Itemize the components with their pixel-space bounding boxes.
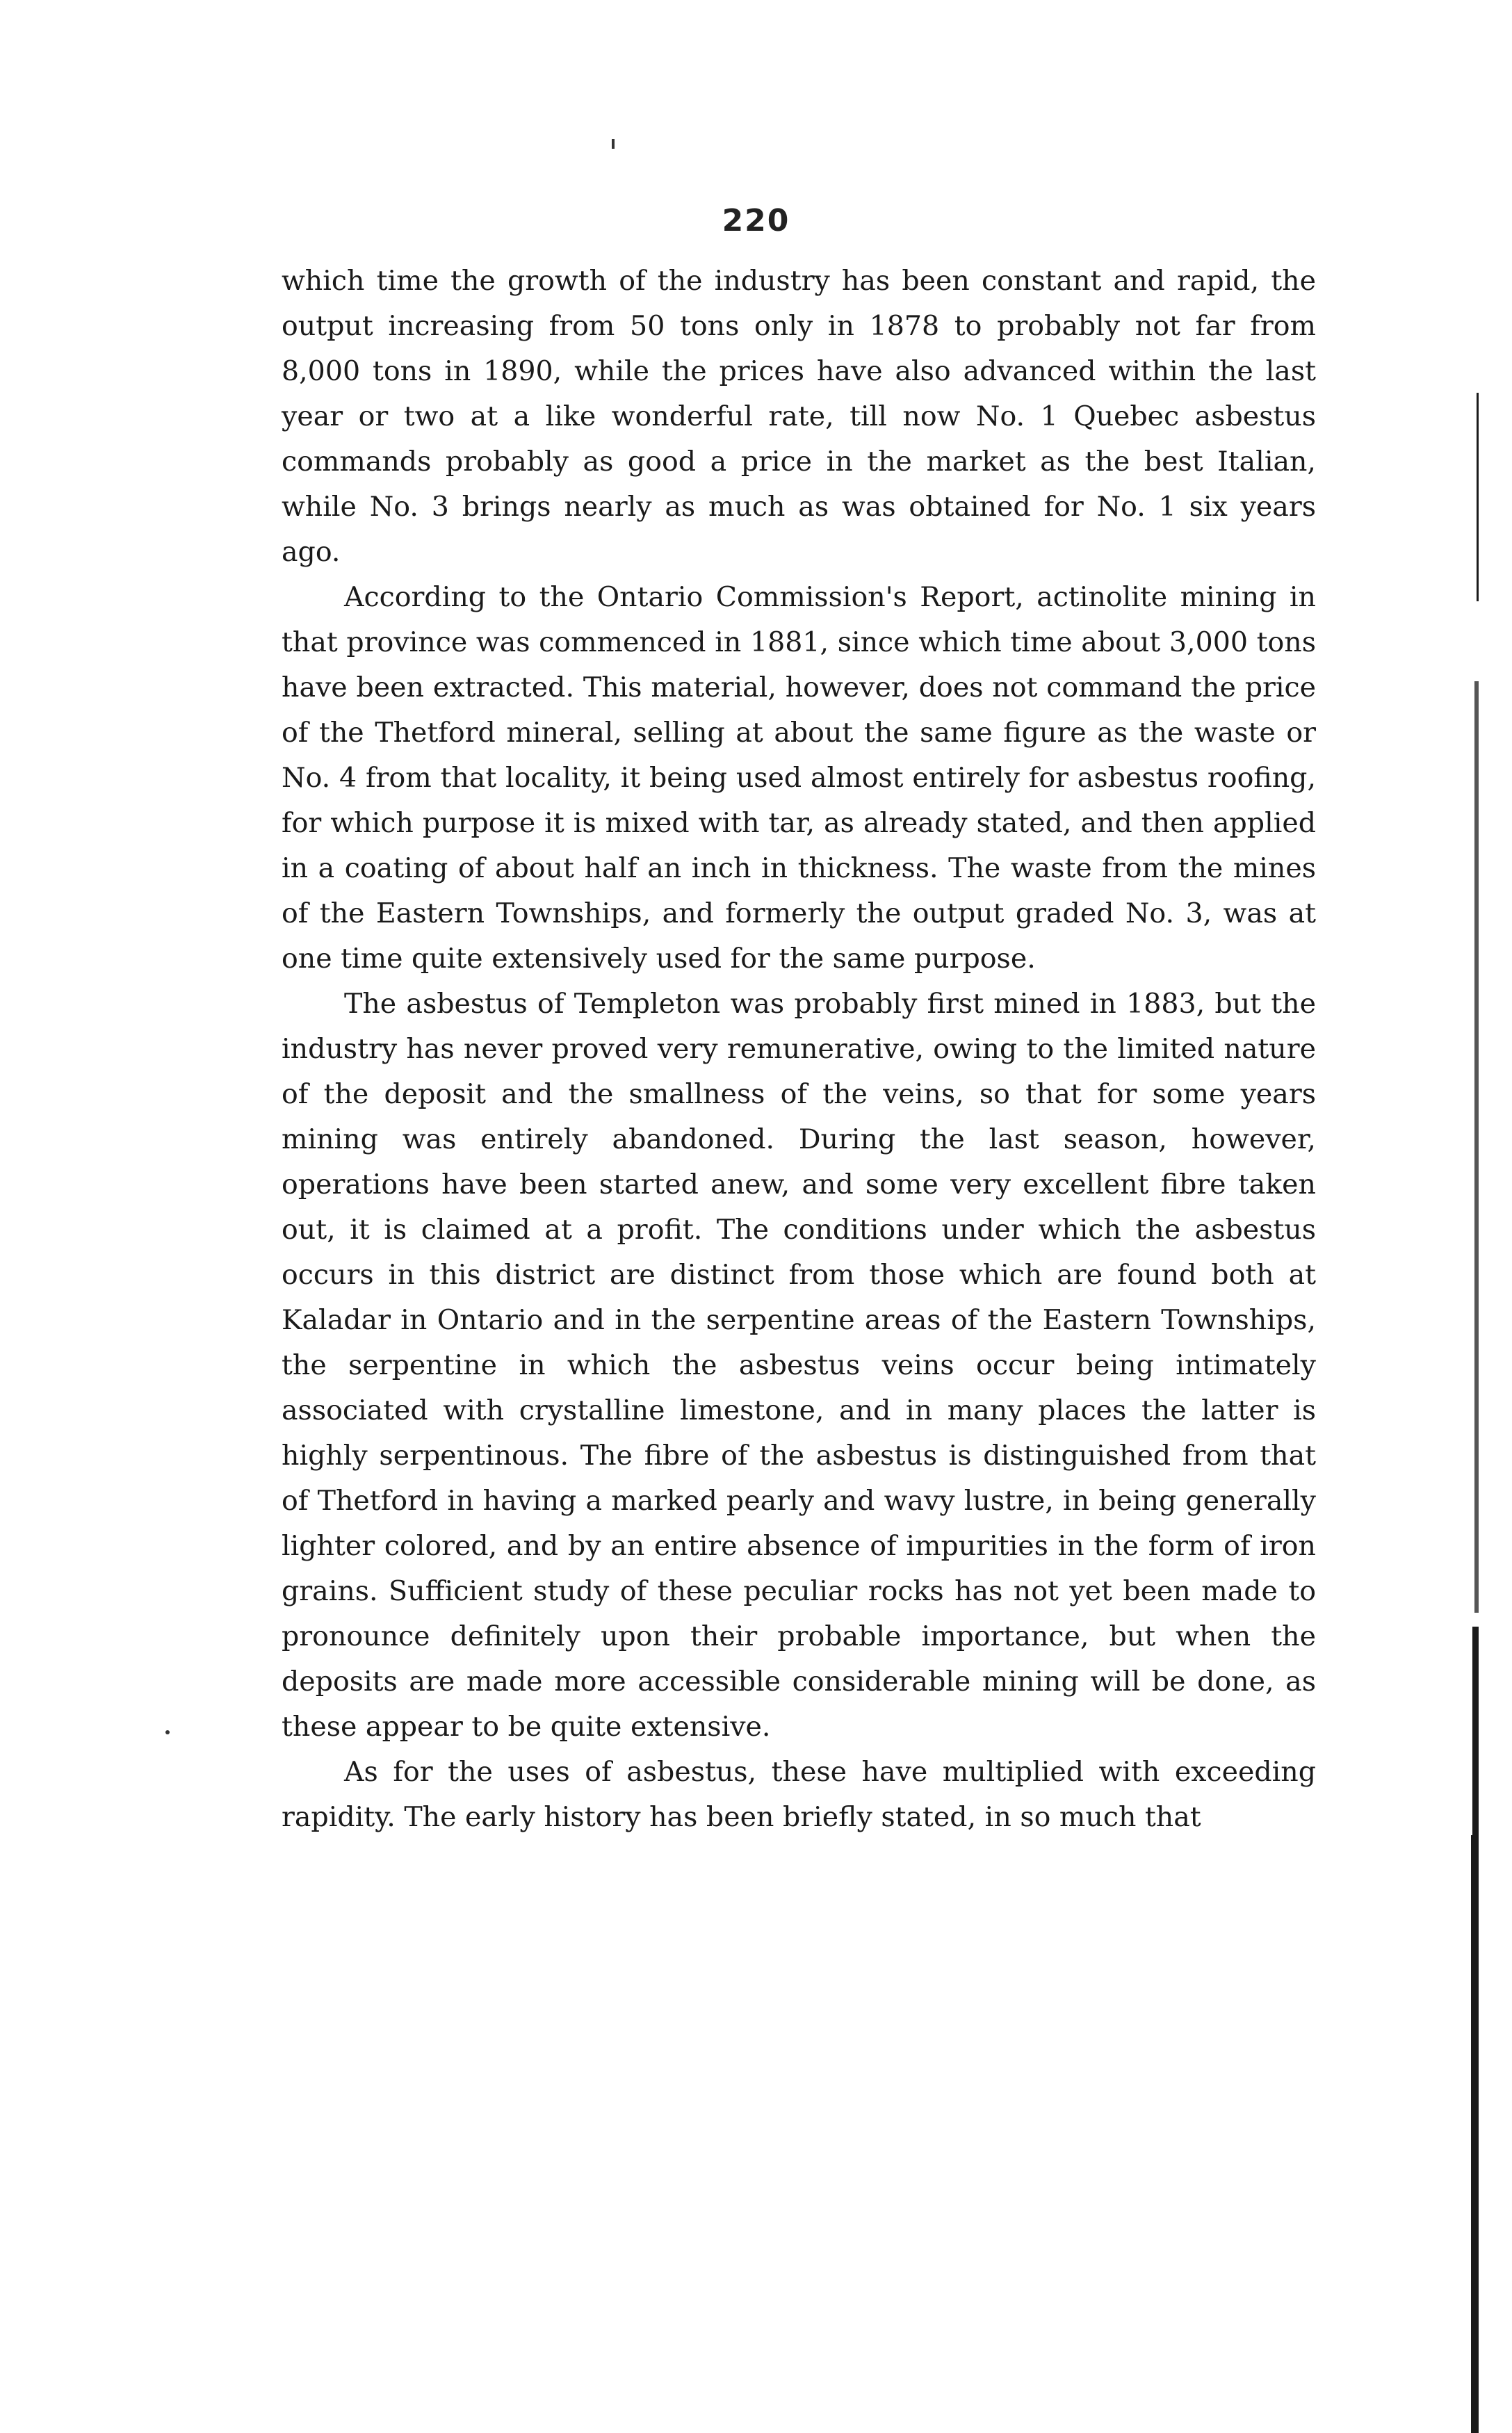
scan-speck bbox=[165, 1730, 170, 1734]
paragraph-uses-of-asbestus: As for the uses of asbestus, these have multiplied with exceeding rapidity. The early history has been briefly stated, in so much that bbox=[282, 1756, 1316, 1833]
paragraph-templeton-asbestus: The asbestus of Templeton was probably first mined in 1883, but the industry has never proved very remunerative, owing to the limited nature of the deposit and the smallness of the veins, so that for some years mining was entirely abandoned. During the last season, however, operations have been started anew, and some very excellent fibre taken out, it is claimed at a profit. The conditions under which the asbestus occurs in this district are distinct from those which are found both at Kaladar in Ontario and in the serpentine areas of the Eastern Townships, the serpentine in which the asbestus veins occur being intimately associated with crystalline limestone, and in many places the latter is highly serpentinous. The fibre of the asbestus is distinguished from that of Thetford in having a marked pearly and wavy lustre, in being generally lighter colored, and by an entire absence of impurities in the form of iron grains. Sufficient study of these peculiar rocks has not yet been made to pronounce definitely upon their probable importance, but when the deposits are made more accessible considerable mining will be done, as these appear to be quite extensive. bbox=[282, 988, 1316, 1743]
body-text bbox=[282, 259, 1316, 1840]
binding-edge-mark bbox=[1477, 393, 1479, 601]
printer-mark bbox=[612, 139, 615, 149]
paragraph-output-prices: which time the growth of the industry has been constant and rapid, the output increasing from 50 tons only in 1878 to probably not far from 8,000 tons in 1890, while the prices have also advanced within the last year or two at a like wonderful rate, till now No. 1 Quebec asbestus commands probably as good a price in the market as the best Italian, while No. 3 brings nearly as much as was obtained for No. 1 six years ago. bbox=[282, 265, 1316, 568]
binding-edge-mark bbox=[1471, 1835, 1479, 2433]
page-number: 220 bbox=[722, 203, 790, 238]
binding-edge-mark bbox=[1474, 681, 1479, 1613]
paragraph-ontario-actinolite: According to the Ontario Commission's Report, actinolite mining in that province was commenced in 1881, since which time about 3,000 tons have been extracted. This material, however, does not command the price of the Thetford mineral, selling at about the same figure as the waste or No. 4 from that locality, it being used almost entirely for asbestus roofing, for which purpose it is mixed with tar, as already stated, and then applied in a coating of about half an inch in thickness. The waste from the mines of the Eastern Townships, and formerly the output graded No. 3, was at one time quite extensively used for the same purpose. bbox=[282, 581, 1316, 975]
